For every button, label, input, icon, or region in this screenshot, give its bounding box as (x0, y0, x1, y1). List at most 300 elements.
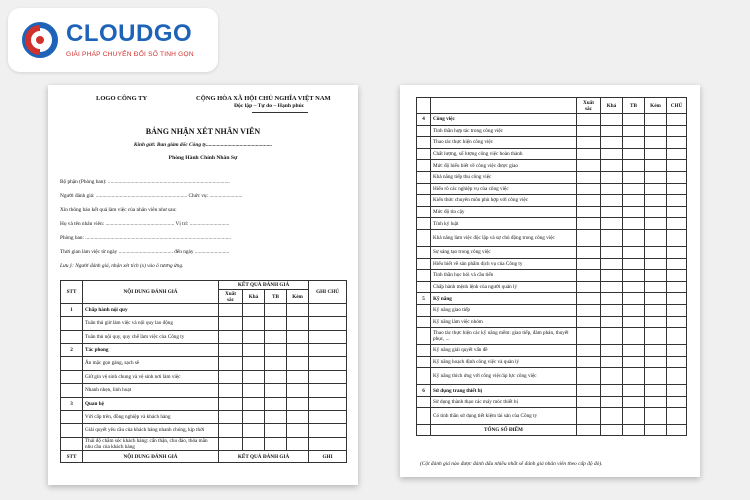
poor-checkbox[interactable] (645, 356, 667, 368)
excellent-checkbox[interactable] (219, 357, 243, 371)
note-cell[interactable] (667, 368, 687, 385)
excellent-checkbox[interactable] (577, 246, 601, 258)
good-checkbox[interactable] (601, 304, 623, 316)
row-stt (417, 356, 431, 368)
criterion-text: Sử dụng thành thạo các máy móc thiết bị (431, 396, 577, 408)
criterion-row (417, 368, 687, 385)
good-checkbox[interactable] (601, 171, 623, 183)
excellent-checkbox[interactable] (219, 330, 243, 344)
note-cell[interactable] (309, 424, 347, 438)
poor-checkbox[interactable] (645, 148, 667, 160)
good-checkbox[interactable] (243, 424, 265, 438)
form-page-2 (400, 85, 700, 477)
criterion-text: Tuân thủ giờ làm việc và nội quy lao động (83, 317, 219, 331)
row-stt (417, 345, 431, 357)
average-checkbox[interactable] (623, 246, 645, 258)
poor-checkbox[interactable] (645, 281, 667, 293)
criterion-text: Hiểu biết về sản phẩm dịch vụ của Công ty (431, 258, 577, 270)
total-stt-blank (417, 425, 431, 436)
field-note: Lưu ý: Người đánh giá, nhận xét tích (x) vào ô tương ứng. (60, 263, 184, 269)
good-checkbox[interactable] (243, 317, 265, 331)
criterion-row (417, 246, 687, 258)
good-checkbox[interactable] (601, 356, 623, 368)
cloudgo-logo-icon (22, 22, 58, 58)
note-cell (667, 385, 687, 397)
total-cell (623, 425, 645, 436)
excellent-checkbox[interactable] (577, 218, 601, 230)
footer-content: NỘI DUNG ĐÁNH GIÁ (83, 451, 219, 463)
section-blank-cell (265, 397, 287, 410)
good-checkbox[interactable] (601, 160, 623, 172)
criterion-text: Giữ gìn vệ sinh chung và vệ sinh nơi làm việc (83, 370, 219, 384)
average-checkbox[interactable] (623, 183, 645, 195)
excellent-checkbox[interactable] (219, 437, 243, 451)
note-cell[interactable] (309, 317, 347, 331)
excellent-checkbox[interactable] (219, 370, 243, 384)
excellent-checkbox[interactable] (577, 183, 601, 195)
excellent-checkbox[interactable] (577, 408, 601, 425)
average-checkbox[interactable] (623, 316, 645, 328)
poor-checkbox[interactable] (645, 160, 667, 172)
header-content-blank (431, 98, 577, 114)
poor-checkbox[interactable] (645, 396, 667, 408)
average-checkbox[interactable] (265, 330, 287, 344)
good-checkbox[interactable] (601, 246, 623, 258)
excellent-checkbox[interactable] (577, 137, 601, 149)
header-poor: Kém (287, 290, 309, 304)
good-checkbox[interactable] (601, 345, 623, 357)
average-checkbox[interactable] (623, 125, 645, 137)
section-blank-cell (287, 304, 309, 317)
criterion-text: Kiến thức chuyên môn phù hợp với công việc (431, 195, 577, 207)
average-checkbox[interactable] (623, 206, 645, 218)
row-stt (417, 258, 431, 270)
row-stt: 2 (61, 344, 83, 357)
criterion-row (417, 304, 687, 316)
section-blank-cell (219, 397, 243, 410)
criterion-row (61, 424, 347, 438)
section-blank-cell (287, 344, 309, 357)
note-cell (309, 397, 347, 410)
row-stt (417, 195, 431, 207)
average-checkbox[interactable] (623, 171, 645, 183)
row-stt (417, 171, 431, 183)
criterion-row (61, 357, 347, 371)
poor-checkbox[interactable] (645, 229, 667, 246)
poor-checkbox[interactable] (645, 246, 667, 258)
good-checkbox[interactable] (601, 195, 623, 207)
section-blank-cell (623, 114, 645, 126)
row-stt (417, 125, 431, 137)
criterion-row (61, 384, 347, 398)
criterion-row (417, 408, 687, 425)
brand-name: CLOUDGO (66, 20, 193, 47)
note-cell[interactable] (667, 408, 687, 425)
poor-checkbox[interactable] (645, 171, 667, 183)
section-blank-cell (645, 293, 667, 305)
poor-checkbox[interactable] (645, 270, 667, 282)
total-cell (601, 425, 623, 436)
row-stt (417, 137, 431, 149)
average-checkbox[interactable] (623, 281, 645, 293)
section-blank-cell (219, 304, 243, 317)
evaluation-table-2 (416, 97, 687, 436)
section-blank-cell (601, 385, 623, 397)
criterion-text: Chấp hành mệnh lệnh của người quản lý (431, 281, 577, 293)
row-stt (61, 437, 83, 451)
section-blank-cell (243, 304, 265, 317)
note-cell[interactable] (667, 229, 687, 246)
excellent-checkbox[interactable] (577, 125, 601, 137)
note-cell[interactable] (667, 304, 687, 316)
note-cell[interactable] (309, 410, 347, 424)
section-blank-cell (645, 385, 667, 397)
section-title: Tác phong (83, 344, 219, 357)
poor-checkbox[interactable] (645, 218, 667, 230)
section-row (417, 293, 687, 305)
section-blank-cell (577, 385, 601, 397)
excellent-checkbox[interactable] (577, 229, 601, 246)
good-checkbox[interactable] (601, 148, 623, 160)
header-excellent: Xuất sắc (219, 290, 243, 304)
note-cell[interactable] (667, 396, 687, 408)
header-note: CHÚ (667, 98, 687, 114)
poor-checkbox[interactable] (645, 125, 667, 137)
row-stt (417, 246, 431, 258)
header-good: Khá (601, 98, 623, 114)
excellent-checkbox[interactable] (577, 368, 601, 385)
row-stt: 4 (417, 114, 431, 126)
note-cell[interactable] (309, 330, 347, 344)
row-stt (417, 183, 431, 195)
section-title: Công việc (431, 114, 577, 126)
average-checkbox[interactable] (265, 410, 287, 424)
good-checkbox[interactable] (243, 357, 265, 371)
poor-checkbox[interactable] (645, 345, 667, 357)
motto: Độc lập – Tự do – Hạnh phúc (234, 103, 305, 109)
note-cell (309, 344, 347, 357)
section-title: Sử dụng trang thiết bị (431, 385, 577, 397)
note-cell[interactable] (667, 183, 687, 195)
row-stt: 3 (61, 397, 83, 410)
criterion-row (417, 125, 687, 137)
poor-checkbox[interactable] (287, 437, 309, 451)
good-checkbox[interactable] (243, 437, 265, 451)
brand-tagline: GIẢI PHÁP CHUYỂN ĐỔI SỐ TINH GỌN (66, 51, 194, 58)
poor-checkbox[interactable] (287, 330, 309, 344)
good-checkbox[interactable] (601, 125, 623, 137)
criterion-text: Chất lượng, số lượng công việc hoàn thành (431, 148, 577, 160)
criterion-text: Sự sáng tạo trong công việc (431, 246, 577, 258)
note-cell[interactable] (667, 281, 687, 293)
row-stt (417, 160, 431, 172)
criterion-text: Hiểu rõ các nghiệp vụ của công việc (431, 183, 577, 195)
footer-stt: STT (61, 451, 83, 463)
note-cell[interactable] (667, 206, 687, 218)
row-stt (417, 229, 431, 246)
criterion-row (417, 218, 687, 230)
excellent-checkbox[interactable] (219, 410, 243, 424)
row-stt (417, 218, 431, 230)
good-checkbox[interactable] (243, 410, 265, 424)
good-checkbox[interactable] (243, 384, 265, 398)
row-stt (417, 408, 431, 425)
row-stt (61, 357, 83, 371)
criterion-text: Kỹ năng làm việc nhóm (431, 316, 577, 328)
criterion-text: Nhanh nhẹn, linh hoạt (83, 384, 219, 398)
excellent-checkbox[interactable] (577, 160, 601, 172)
note-cell[interactable] (667, 328, 687, 345)
criterion-row (417, 137, 687, 149)
good-checkbox[interactable] (601, 396, 623, 408)
poor-checkbox[interactable] (287, 424, 309, 438)
section-row (61, 304, 347, 317)
good-checkbox[interactable] (601, 368, 623, 385)
form-page-1 (48, 85, 358, 485)
note-cell[interactable] (667, 356, 687, 368)
criterion-row (61, 437, 347, 451)
criterion-text: Ăn mặc gọn gàng, sạch sẽ (83, 357, 219, 371)
good-checkbox[interactable] (601, 229, 623, 246)
row-stt (61, 410, 83, 424)
average-checkbox[interactable] (623, 328, 645, 345)
excellent-checkbox[interactable] (577, 396, 601, 408)
good-checkbox[interactable] (601, 281, 623, 293)
company-logo-placeholder: LOGO CÔNG TY (96, 95, 148, 102)
poor-checkbox[interactable] (287, 384, 309, 398)
criterion-text: Kỹ năng thích ứng với công việc/áp lực công việc (431, 368, 577, 385)
note-cell[interactable] (667, 137, 687, 149)
criterion-row (417, 160, 687, 172)
poor-checkbox[interactable] (645, 304, 667, 316)
excellent-checkbox[interactable] (219, 317, 243, 331)
average-checkbox[interactable] (623, 304, 645, 316)
good-checkbox[interactable] (601, 218, 623, 230)
row-stt (417, 396, 431, 408)
poor-checkbox[interactable] (287, 410, 309, 424)
row-stt (61, 384, 83, 398)
average-checkbox[interactable] (623, 137, 645, 149)
section-blank-cell (265, 304, 287, 317)
criterion-row (61, 370, 347, 384)
excellent-checkbox[interactable] (577, 195, 601, 207)
poor-checkbox[interactable] (645, 195, 667, 207)
average-checkbox[interactable] (623, 218, 645, 230)
note-cell[interactable] (667, 258, 687, 270)
poor-checkbox[interactable] (645, 183, 667, 195)
poor-checkbox[interactable] (645, 408, 667, 425)
good-checkbox[interactable] (601, 258, 623, 270)
average-checkbox[interactable] (623, 270, 645, 282)
row-stt (417, 148, 431, 160)
section-blank-cell (287, 397, 309, 410)
section-row (61, 344, 347, 357)
note-cell[interactable] (667, 246, 687, 258)
section-blank-cell (577, 293, 601, 305)
section-row (417, 385, 687, 397)
poor-checkbox[interactable] (645, 258, 667, 270)
criterion-text: Tinh thần hợp tác trong công việc (431, 125, 577, 137)
field-evaluator: Người đánh giá: ..................................................................... Chức vụ: ......................... (60, 193, 243, 199)
excellent-checkbox[interactable] (577, 148, 601, 160)
note-cell[interactable] (667, 218, 687, 230)
average-checkbox[interactable] (265, 424, 287, 438)
note-cell[interactable] (667, 316, 687, 328)
poor-checkbox[interactable] (645, 368, 667, 385)
section-row (61, 397, 347, 410)
section-blank-cell (623, 293, 645, 305)
criterion-row (417, 258, 687, 270)
criterion-row (417, 281, 687, 293)
note-cell[interactable] (667, 345, 687, 357)
footnote: (Cột đánh giá nào được đánh dấu nhiều nhất sẽ đánh giá nhân viên theo cấp độ đó). (420, 461, 603, 467)
criterion-text: Thái độ chăm sóc khách hàng: cẩn thận, chu đáo, thỏa mãn nhu cầu của khách hàng (83, 437, 219, 451)
excellent-checkbox[interactable] (219, 424, 243, 438)
criterion-row (417, 316, 687, 328)
average-checkbox[interactable] (623, 229, 645, 246)
excellent-checkbox[interactable] (577, 258, 601, 270)
header-stt: STT (61, 281, 83, 304)
footer-result: KẾT QUẢ ĐÁNH GIÁ (219, 451, 309, 463)
row-stt (61, 370, 83, 384)
nation-heading: CỘNG HÒA XÃ HỘI CHỦ NGHĨA VIỆT NAM (196, 95, 331, 102)
excellent-checkbox[interactable] (577, 316, 601, 328)
poor-checkbox[interactable] (645, 316, 667, 328)
good-checkbox[interactable] (243, 330, 265, 344)
header-content: NỘI DUNG ĐÁNH GIÁ (83, 281, 219, 304)
poor-checkbox[interactable] (645, 206, 667, 218)
header-poor: Kém (645, 98, 667, 114)
criterion-text: Kỹ năng giải quyết vấn đề (431, 345, 577, 357)
row-stt (61, 424, 83, 438)
criterion-row (417, 328, 687, 345)
good-checkbox[interactable] (601, 408, 623, 425)
header-note: GHI CHÚ (309, 281, 347, 304)
average-checkbox[interactable] (265, 437, 287, 451)
average-checkbox[interactable] (265, 357, 287, 371)
poor-checkbox[interactable] (645, 137, 667, 149)
good-checkbox[interactable] (243, 370, 265, 384)
criterion-text: Thao tác thực hiện công việc (431, 137, 577, 149)
row-stt (417, 270, 431, 282)
poor-checkbox[interactable] (287, 357, 309, 371)
criterion-text: Tuân thủ nội quy, quy chế làm việc của Công ty (83, 330, 219, 344)
poor-checkbox[interactable] (287, 370, 309, 384)
note-cell[interactable] (667, 270, 687, 282)
row-stt (417, 206, 431, 218)
good-checkbox[interactable] (601, 206, 623, 218)
criterion-row (417, 195, 687, 207)
note-cell[interactable] (667, 160, 687, 172)
average-checkbox[interactable] (265, 384, 287, 398)
average-checkbox[interactable] (265, 370, 287, 384)
criterion-text: Mức độ tin cậy (431, 206, 577, 218)
note-cell[interactable] (309, 357, 347, 371)
form-title: BẢNG NHẬN XÉT NHÂN VIÊN (145, 127, 261, 136)
good-checkbox[interactable] (601, 270, 623, 282)
criterion-text: Kỹ năng hoạch định công việc và quản lý (431, 356, 577, 368)
criterion-text: Kỹ năng giao tiếp (431, 304, 577, 316)
poor-checkbox[interactable] (287, 317, 309, 331)
section-blank-cell (601, 293, 623, 305)
total-cell (645, 425, 667, 436)
average-checkbox[interactable] (623, 148, 645, 160)
header-stt-blank (417, 98, 431, 114)
note-cell[interactable] (309, 384, 347, 398)
average-checkbox[interactable] (265, 317, 287, 331)
section-title: Chấp hành nội quy (83, 304, 219, 317)
header-average: TB (265, 290, 287, 304)
excellent-checkbox[interactable] (577, 345, 601, 357)
row-stt (61, 330, 83, 344)
excellent-checkbox[interactable] (577, 304, 601, 316)
average-checkbox[interactable] (623, 356, 645, 368)
criterion-row (417, 148, 687, 160)
average-checkbox[interactable] (623, 195, 645, 207)
good-checkbox[interactable] (601, 328, 623, 345)
criterion-row (417, 270, 687, 282)
note-cell[interactable] (667, 171, 687, 183)
criterion-text: Khả năng làm việc độc lập và sự chủ động trong công việc (431, 229, 577, 246)
criterion-row (417, 345, 687, 357)
average-checkbox[interactable] (623, 368, 645, 385)
excellent-checkbox[interactable] (577, 281, 601, 293)
row-stt (417, 368, 431, 385)
row-stt (61, 317, 83, 331)
excellent-checkbox[interactable] (577, 356, 601, 368)
row-stt: 1 (61, 304, 83, 317)
row-stt: 5 (417, 293, 431, 305)
average-checkbox[interactable] (623, 408, 645, 425)
excellent-checkbox[interactable] (577, 328, 601, 345)
section-title: Quan hệ (83, 397, 219, 410)
average-checkbox[interactable] (623, 258, 645, 270)
excellent-checkbox[interactable] (577, 171, 601, 183)
average-checkbox[interactable] (623, 396, 645, 408)
note-cell[interactable] (667, 148, 687, 160)
note-cell[interactable] (667, 125, 687, 137)
row-stt (417, 304, 431, 316)
section-blank-cell (645, 114, 667, 126)
average-checkbox[interactable] (623, 345, 645, 357)
criterion-text: Tính kỷ luật (431, 218, 577, 230)
note-cell[interactable] (309, 370, 347, 384)
excellent-checkbox[interactable] (577, 206, 601, 218)
note-cell[interactable] (309, 437, 347, 451)
motto-underline (252, 112, 308, 113)
criterion-row (417, 396, 687, 408)
good-checkbox[interactable] (601, 316, 623, 328)
criterion-row (417, 171, 687, 183)
footer-note: GHI (309, 451, 347, 463)
criterion-text: Giải quyết yêu cầu của khách hàng nhanh chóng, kịp thời (83, 424, 219, 438)
header-excellent: Xuất sắc (577, 98, 601, 114)
section-blank-cell (265, 344, 287, 357)
criterion-text: Khả năng tiếp thu công việc (431, 171, 577, 183)
poor-checkbox[interactable] (645, 328, 667, 345)
note-cell[interactable] (667, 195, 687, 207)
good-checkbox[interactable] (601, 137, 623, 149)
total-cell (577, 425, 601, 436)
row-stt (417, 328, 431, 345)
section-blank-cell (601, 114, 623, 126)
average-checkbox[interactable] (623, 160, 645, 172)
excellent-checkbox[interactable] (219, 384, 243, 398)
criterion-text: Với cấp trên, đồng nghiệp và khách hàng (83, 410, 219, 424)
section-blank-cell (577, 114, 601, 126)
good-checkbox[interactable] (601, 183, 623, 195)
excellent-checkbox[interactable] (577, 270, 601, 282)
